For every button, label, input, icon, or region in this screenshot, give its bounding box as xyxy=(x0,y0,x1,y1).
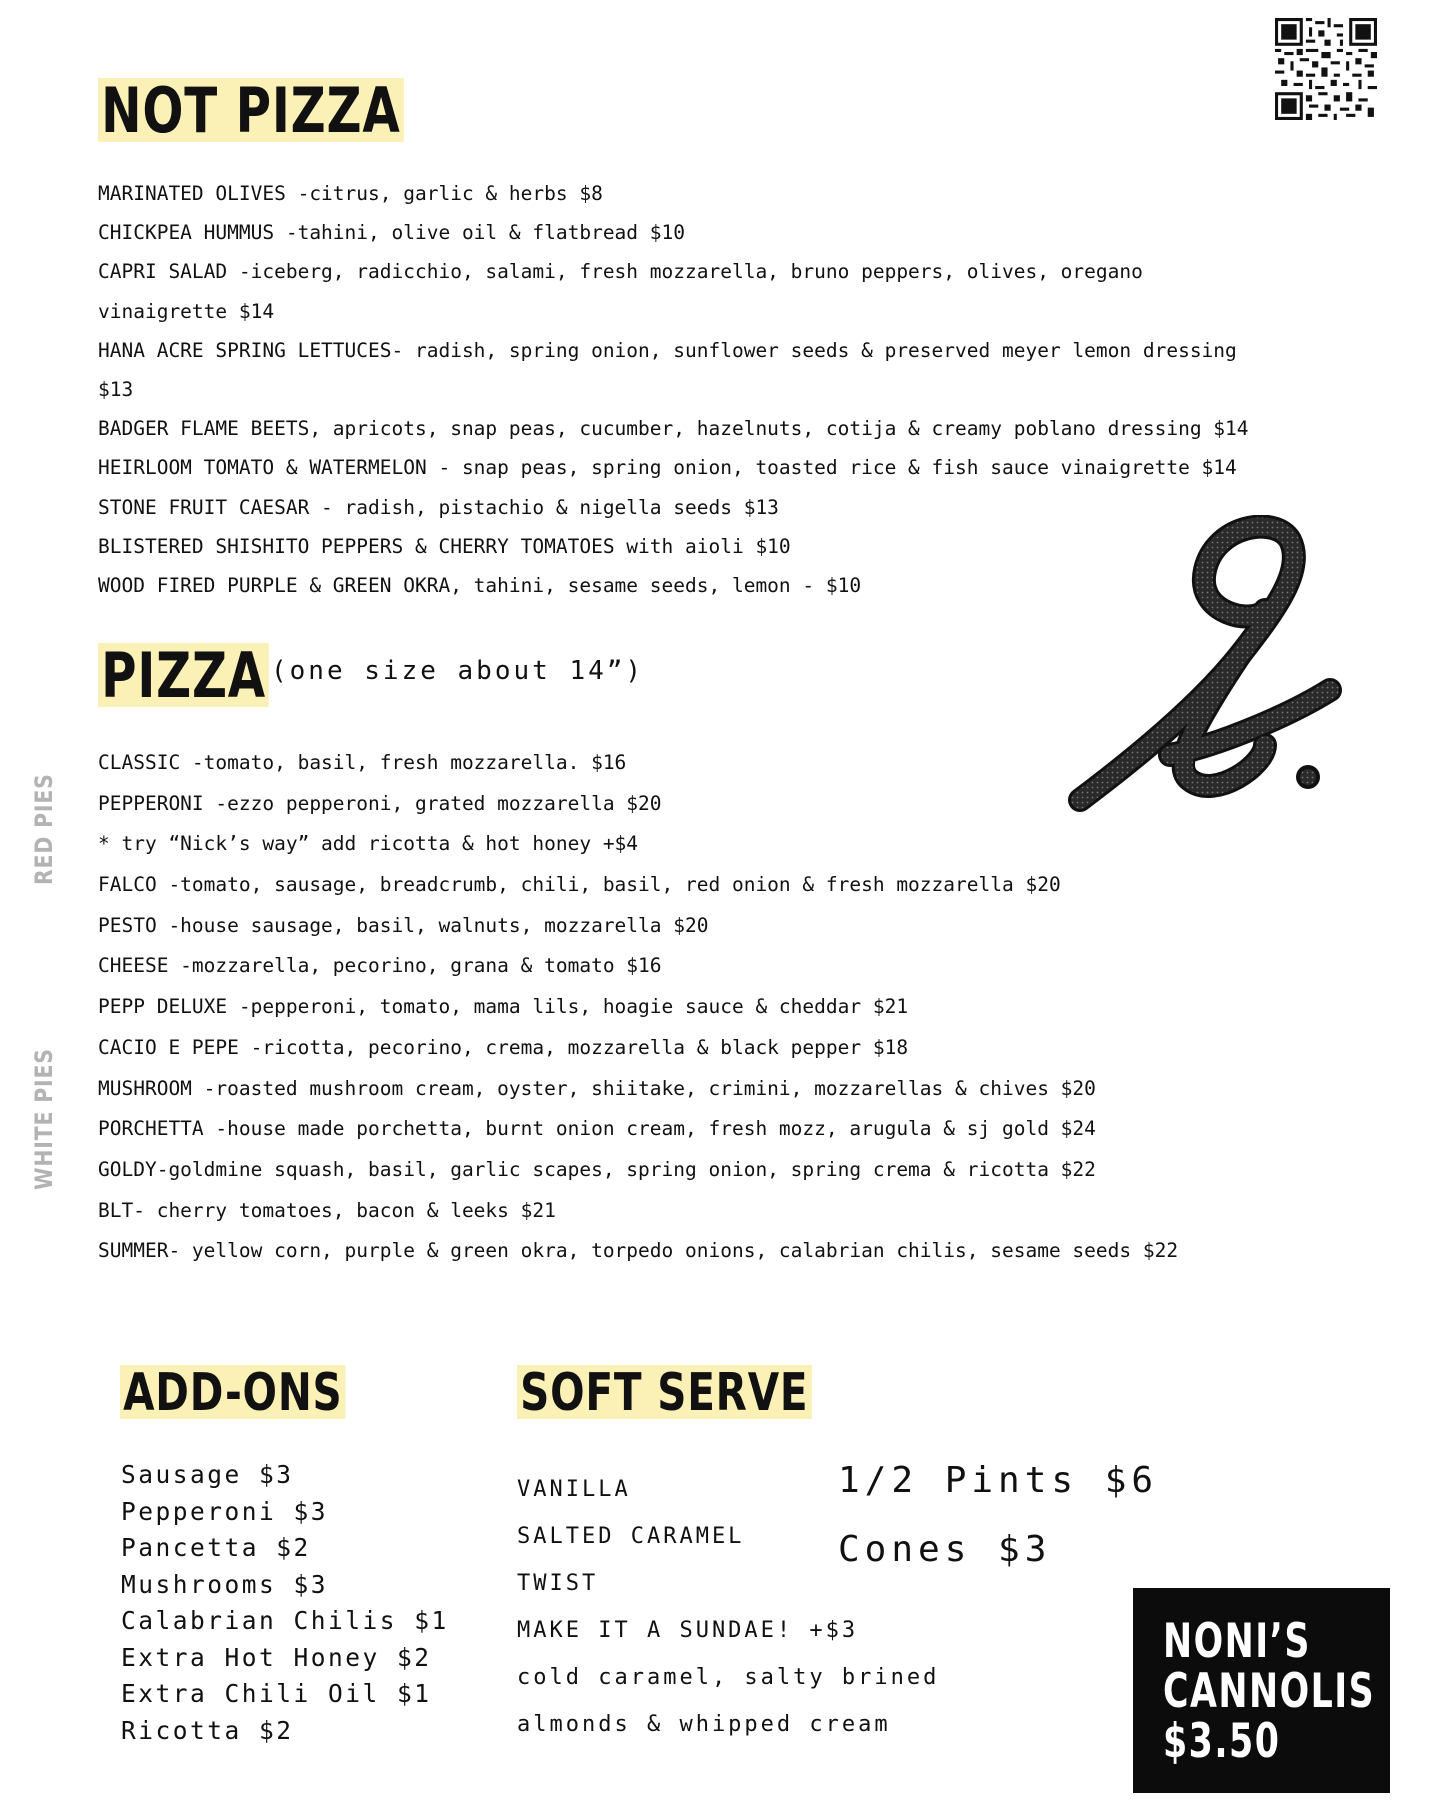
cannolis-box xyxy=(1133,1588,1390,1793)
soft-serve-item: SALTED CARAMEL xyxy=(517,1524,745,1549)
menu-item: WOOD FIRED PURPLE & GREEN OKRA, tahini, sesame seeds, lemon - $10 xyxy=(98,573,862,597)
addon-item: Extra Hot Honey $2 xyxy=(121,1642,432,1672)
addon-item: Pancetta $2 xyxy=(121,1533,311,1562)
soft-serve-list xyxy=(517,1466,939,1748)
menu-item: CHICKPEA HUMMUS -tahini, olive oil & flatbread $10 xyxy=(98,221,685,245)
pints-price: 1/2 Pints $6 xyxy=(838,1460,1159,1501)
menu-item-tip: * try “Nick’s way” add ricotta & hot honey +$4 xyxy=(98,832,639,856)
menu-item: CLASSIC -tomato, basil, fresh mozzarella. $16 xyxy=(98,751,627,774)
soft-serve-item: cold caramel, salty brined xyxy=(517,1665,940,1690)
menu-item: SUMMER- yellow corn, purple & green okra, torpedo onions, calabrian chilis, sesame seeds $22 xyxy=(98,1239,1179,1263)
cannolis-price: $3.50 xyxy=(1163,1714,1281,1769)
menu-item-continuation: $13 xyxy=(98,377,134,401)
qr-code-icon xyxy=(1275,18,1377,120)
menu-item: PORCHETTA -house made porchetta, burnt onion cream, fresh mozz, arugula & sj gold $24 xyxy=(98,1117,1096,1141)
menu-item: BLISTERED SHISHITO PEPPERS & CHERRY TOMATOES with aioli $10 xyxy=(98,534,791,558)
menu-item: STONE FRUIT CAESAR - radish, pistachio & nigella seeds $13 xyxy=(98,495,779,519)
cannolis-line-2: CANNOLIS xyxy=(1163,1664,1376,1719)
menu-item: PESTO -house sausage, basil, walnuts, mozzarella $20 xyxy=(98,913,709,937)
addons-heading-text: ADD-ONS xyxy=(120,1365,346,1419)
menu-item: FALCO -tomato, sausage, breadcrumb, chili, basil, red onion & fresh mozzarella $20 xyxy=(98,873,1061,897)
menu-item: HANA ACRE SPRING LETTUCES- radish, spring onion, sunflower seeds & preserved meyer lemon dressing xyxy=(98,338,1237,362)
not-pizza-heading-text: NOT PIZZA xyxy=(98,78,404,142)
addon-item: Mushrooms $3 xyxy=(121,1569,329,1599)
addon-item: Extra Chili Oil $1 xyxy=(121,1679,432,1708)
menu-item: MUSHROOM -roasted mushroom cream, oyster, shiitake, crimini, mozzarellas & chives $20 xyxy=(98,1076,1096,1100)
soft-serve-heading-text: SOFT SERVE xyxy=(517,1365,811,1419)
menu-item: PEPPERONI -ezzo pepperoni, grated mozzarella $20 xyxy=(98,791,662,815)
not-pizza-heading xyxy=(98,74,404,147)
addons-list xyxy=(121,1457,449,1749)
addon-item: Ricotta $2 xyxy=(121,1715,294,1745)
menu-item-continuation: vinaigrette $14 xyxy=(98,299,275,323)
menu-item: CAPRI SALAD -iceberg, radicchio, salami, fresh mozzarella, bruno peppers, olives, oregano xyxy=(98,260,1143,284)
soft-serve-item: VANILLA xyxy=(517,1477,631,1502)
pizza-heading-text: PIZZA xyxy=(98,643,269,707)
menu-item: CHEESE -mozzarella, pecorino, grana & tomato $16 xyxy=(98,954,662,978)
soft-serve-item: almonds & whipped cream xyxy=(517,1712,891,1737)
cannolis-line-1: NONI’S xyxy=(1163,1614,1311,1669)
addon-item: Calabrian Chilis $1 xyxy=(121,1606,449,1635)
menu-item: HEIRLOOM TOMATO & WATERMELON - snap peas, spring onion, toasted rice & fish sauce vinaigrette $14 xyxy=(98,456,1237,480)
addon-item: Pepperoni $3 xyxy=(121,1496,329,1526)
pizza-heading xyxy=(98,639,269,712)
menu-item: BLT- cherry tomatoes, bacon & leeks $21 xyxy=(98,1198,556,1222)
menu-item: MARINATED OLIVES -citrus, garlic & herbs $8 xyxy=(98,182,603,205)
addons-heading xyxy=(120,1363,346,1423)
soft-serve-item: MAKE IT A SUNDAE! +$3 xyxy=(517,1618,859,1643)
cones-price: Cones $3 xyxy=(838,1529,1052,1570)
pizza-size-note: (one size about 14”) xyxy=(271,656,645,686)
red-pies-label: RED PIES xyxy=(30,773,58,885)
menu-item: GOLDY-goldmine squash, basil, garlic scapes, spring onion, spring crema & ricotta $22 xyxy=(98,1157,1096,1181)
soft-serve-item: TWIST xyxy=(517,1571,599,1596)
menu-item: CACIO E PEPE -ricotta, pecorino, crema, mozzarella & black pepper $18 xyxy=(98,1035,909,1059)
soft-serve-heading xyxy=(517,1363,811,1423)
menu-item: PEPP DELUXE -pepperoni, tomato, mama lils, hoagie sauce & cheddar $21 xyxy=(98,995,909,1019)
addon-item: Sausage $3 xyxy=(121,1460,294,1489)
pizza-list xyxy=(98,743,1178,1272)
menu-item: BADGER FLAME BEETS, apricots, snap peas, cucumber, hazelnuts, cotija & creamy poblano dressing $14 xyxy=(98,417,1249,441)
white-pies-label: WHITE PIES xyxy=(30,1048,58,1190)
